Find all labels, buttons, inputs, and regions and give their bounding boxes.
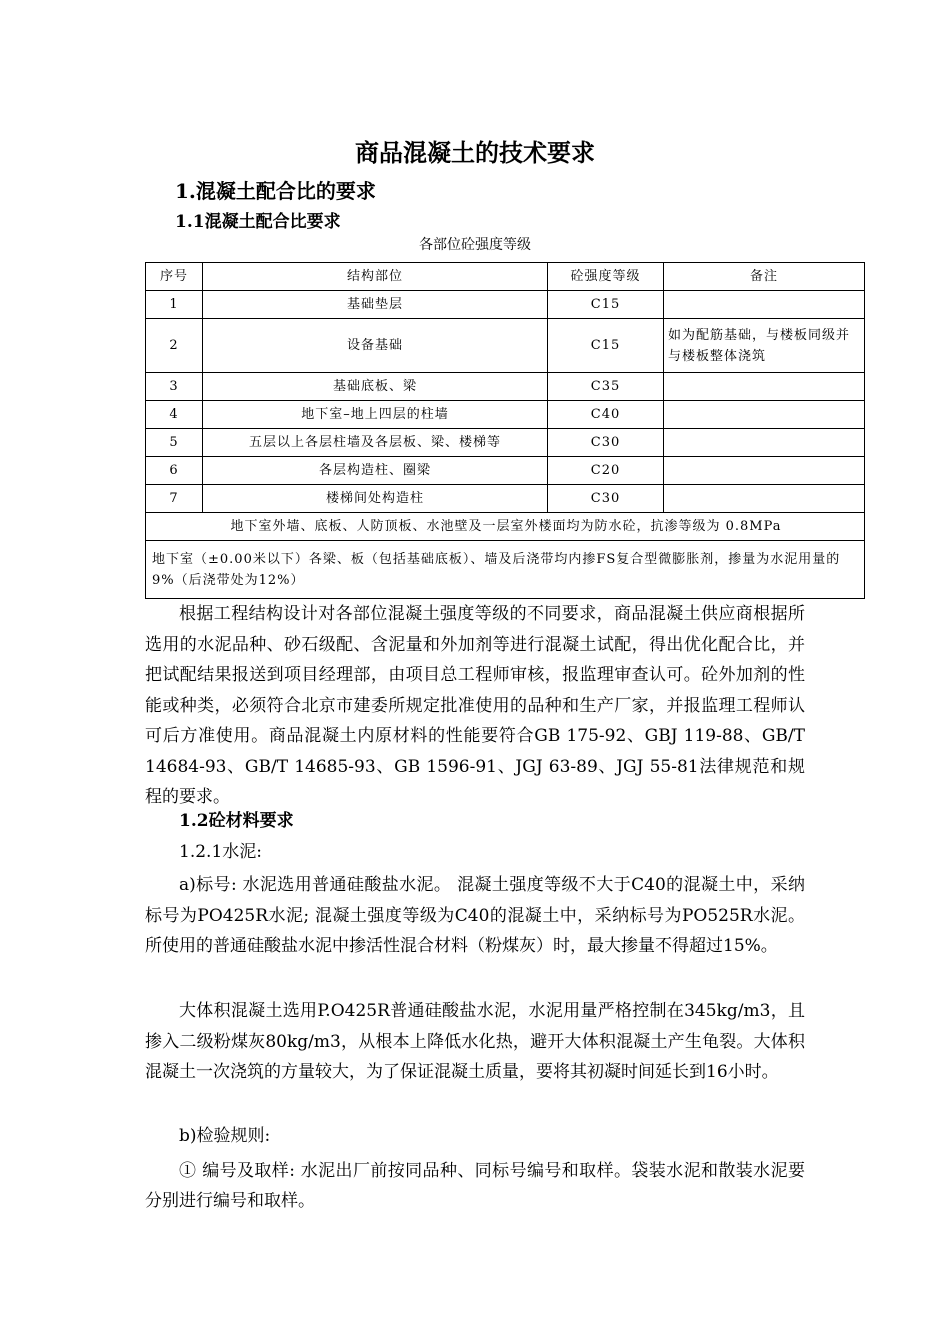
strength-grade: C35 <box>548 373 664 401</box>
section-heading-1: 1.混凝土配合比的要求 <box>175 179 376 203</box>
structure-part: 楼梯间处构造柱 <box>203 485 548 513</box>
section-heading-1-2: 1.2砼材料要求 <box>179 811 294 831</box>
paragraph-inspection <box>145 1121 805 1217</box>
structure-part: 设备基础 <box>203 319 548 373</box>
row-number: 6 <box>146 457 203 485</box>
row-number: 3 <box>146 373 203 401</box>
header-cell: 序号 <box>146 263 203 291</box>
header-cell: 砼强度等级 <box>548 263 664 291</box>
structure-part: 地下室–地上四层的柱墙 <box>203 401 548 429</box>
row-number: 2 <box>146 319 203 373</box>
row-note <box>664 401 865 429</box>
table-footnote-row <box>146 513 865 541</box>
paragraph-mass-concrete <box>145 996 805 1088</box>
subsection-cement: 1.2.1水泥: <box>179 841 262 862</box>
paragraph-cement-grade <box>145 870 805 962</box>
header-cell: 备注 <box>664 263 865 291</box>
paragraph-numbering-sampling: ① 编号及取样: 水泥出厂前按同品种、同标号编号和取样。袋装水泥和散装水泥要分别进行编号和取样。 <box>145 1160 805 1211</box>
table-row <box>146 485 865 513</box>
paragraph-text: a)标号: 水泥选用普通硅酸盐水泥。 混凝土强度等级不大于C40的混凝土中，采纳标号为PO425R水泥; 混凝土强度等级为C40的混凝土中，采纳标号为PO525R水泥。所使用的普通硅酸盐水泥中掺活性混合材料（粉煤灰）时，最大掺量不得超过15%。 <box>145 875 805 956</box>
strength-grade: C15 <box>548 291 664 319</box>
table-row <box>146 373 865 401</box>
row-note <box>664 429 865 457</box>
row-note <box>664 485 865 513</box>
table-row <box>146 291 865 319</box>
table-row <box>146 457 865 485</box>
row-note <box>664 373 865 401</box>
paragraph-mix-design <box>145 599 805 813</box>
table-row <box>146 401 865 429</box>
expansion-agent-footnote: 地下室（±0.00米以下）各梁、板（包括基础底板）、墙及后浇带均内掺FS复合型微膨胀剂，掺量为水泥用量的9%（后浇带处为12%） <box>146 541 865 599</box>
structure-part: 五层以上各层柱墙及各层板、梁、楼梯等 <box>203 429 548 457</box>
section-heading-1-2-block <box>145 806 805 867</box>
inspection-rules-heading: b)检验规则: <box>179 1126 271 1146</box>
structure-part: 基础底板、梁 <box>203 373 548 401</box>
document-title: 商品混凝土的技术要求 <box>355 138 595 167</box>
row-number: 5 <box>146 429 203 457</box>
strength-grade: C20 <box>548 457 664 485</box>
strength-grade: C30 <box>548 429 664 457</box>
table-header-row <box>146 263 865 291</box>
table-footnote-row <box>146 541 865 599</box>
table-caption: 各部位砼强度等级 <box>419 237 531 253</box>
strength-grade-table <box>145 262 865 599</box>
structure-part: 基础垫层 <box>203 291 548 319</box>
strength-grade: C30 <box>548 485 664 513</box>
paragraph-text: 大体积混凝土选用P.O425R普通硅酸盐水泥，水泥用量严格控制在345kg/m3，且掺入二级粉煤灰80kg/m3，从根本上降低水化热，避开大体积混凝土产生龟裂。大体积混凝土一次浇筑的方量较大，为了保证混凝土质量，要将其初凝时间延长到16小时。 <box>145 1001 805 1082</box>
row-number: 1 <box>146 291 203 319</box>
table-row <box>146 429 865 457</box>
table-row <box>146 319 865 373</box>
row-note: 如为配筋基础，与楼板同级并与楼板整体浇筑 <box>664 319 865 373</box>
section-heading-1-1: 1.1混凝土配合比要求 <box>175 212 341 232</box>
strength-grade: C15 <box>548 319 664 373</box>
row-number: 4 <box>146 401 203 429</box>
strength-grade: C40 <box>548 401 664 429</box>
header-cell: 结构部位 <box>203 263 548 291</box>
waterproof-footnote: 地下室外墙、底板、人防顶板、水池壁及一层室外楼面均为防水砼，抗渗等级为 0.8MPa <box>146 513 865 541</box>
structure-part: 各层构造柱、圈梁 <box>203 457 548 485</box>
row-note <box>664 291 865 319</box>
row-number: 7 <box>146 485 203 513</box>
paragraph-text: 根据工程结构设计对各部位混凝土强度等级的不同要求，商品混凝土供应商根据所选用的水泥品种、砂石级配、含泥量和外加剂等进行混凝土试配，得出优化配合比，并把试配结果报送到项目经理部，由项目总工程师审核，报监理审查认可。砼外加剂的性能或种类，必须符合北京市建委所规定批准使用的品种和生产厂家，并报监理工程师认可后方准使用。商品混凝土内原材料的性能要符合GB 175-92、GBJ 119-88、GB/T 14684-93、GB/T 14685-93、GB 1596-91、JGJ 63-89、JGJ 55-81法律规范和规程的要求。 <box>145 604 805 807</box>
row-note <box>664 457 865 485</box>
